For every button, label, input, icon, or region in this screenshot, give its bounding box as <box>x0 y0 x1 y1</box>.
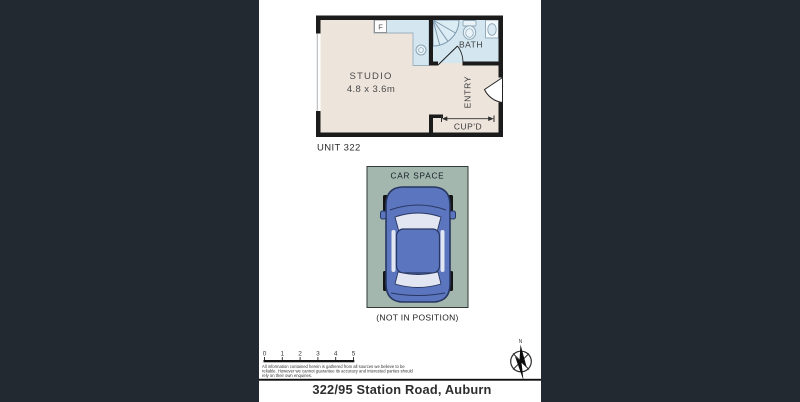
unit-floorplan <box>316 16 503 154</box>
disclaimer-line3: rely on their own enquiries. <box>262 373 313 378</box>
car-rear-window <box>395 272 441 288</box>
fridge-label: F <box>378 22 383 32</box>
address-title: 322/95 Station Road, Auburn <box>312 382 492 397</box>
cupboard-label: CUP'D <box>453 121 483 132</box>
car-space-note: (NOT IN POSITION) <box>376 312 459 323</box>
scale-tick-3: 3 <box>316 350 320 358</box>
car-space-label: CAR SPACE <box>390 171 445 181</box>
toilet-icon <box>463 21 476 40</box>
disclaimer-line1: All information contained herein is gathered from all sources we believe to be <box>262 364 405 369</box>
studio-dimensions: 4.8 x 3.6m <box>346 84 396 95</box>
scale-tick-1: 1 <box>280 350 285 358</box>
car-icon <box>381 187 456 302</box>
unit-label: UNIT 322 <box>317 142 361 154</box>
window-gap <box>316 34 321 112</box>
car-mirror-right <box>450 211 456 219</box>
scale-tick-4: 4 <box>333 350 338 358</box>
entry-label: ENTRY <box>462 75 473 109</box>
scale-bar-line <box>264 360 355 362</box>
car-mirror-left <box>381 211 387 219</box>
car-side-glass-left <box>392 230 396 272</box>
car-roof <box>397 229 440 273</box>
window-glazing-line <box>317 34 318 112</box>
car-side-glass-right <box>441 230 445 272</box>
vanity-basin-icon <box>486 20 499 38</box>
bath-label: BATH <box>458 39 484 50</box>
disclaimer-line2: reliable. However we cannot guarantee its accuracy and interested parties should <box>262 368 413 374</box>
compass-north-label: N <box>518 339 523 345</box>
scale-tick-2: 2 <box>298 350 302 358</box>
kitchen-sink-icon <box>416 45 426 55</box>
footer-rule <box>259 379 541 381</box>
scale-tick-0: 0 <box>262 350 267 358</box>
car-space <box>367 167 468 323</box>
scale-tick-5: 5 <box>351 350 356 358</box>
studio-label: STUDIO <box>349 71 393 82</box>
